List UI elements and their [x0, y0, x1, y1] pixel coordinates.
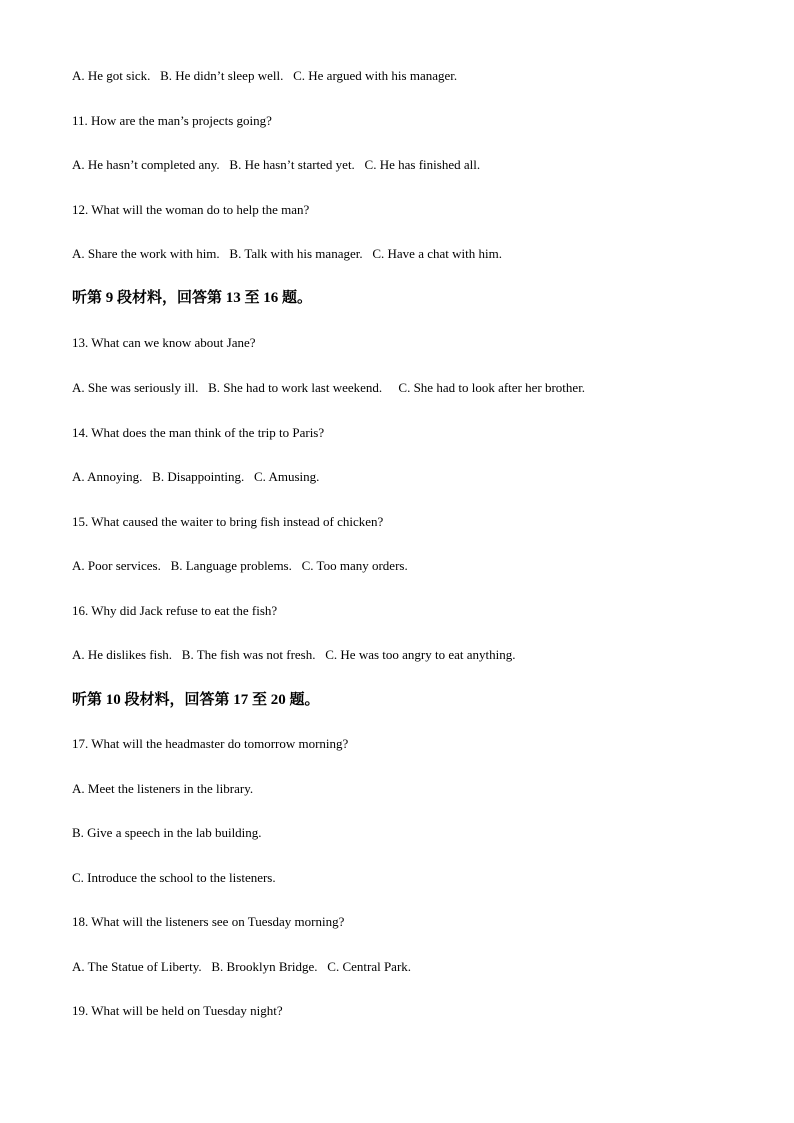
question-18: 18. What will the listeners see on Tuesday morning? [72, 914, 345, 929]
answer-options-q15: A. Poor services. B. Language problems. C. Too many orders. [72, 558, 408, 573]
answer-options-q11: A. He hasn’t completed any. B. He hasn’t started yet. C. He has finished all. [72, 157, 481, 172]
question-12: 12. What will the woman do to help the man? [72, 202, 310, 217]
question-13: 13. What can we know about Jane? [72, 335, 256, 350]
section-heading-9: 听第 9 段材料，回答第 13 至 16 题。 [72, 290, 313, 306]
question-16: 16. Why did Jack refuse to eat the fish? [72, 603, 278, 618]
answer-options-q16: A. He dislikes fish. B. The fish was not fresh. C. He was too angry to eat anything. [72, 647, 516, 662]
answer-options-q14: A. Annoying. B. Disappointing. C. Amusing. [72, 469, 320, 484]
answer-options-q12: A. Share the work with him. B. Talk with his manager. C. Have a chat with him. [72, 246, 502, 261]
answer-option-q17-b: B. Give a speech in the lab building. [72, 825, 262, 840]
question-15: 15. What caused the waiter to bring fish instead of chicken? [72, 514, 384, 529]
section-heading-10: 听第 10 段材料，回答第 17 至 20 题。 [72, 692, 320, 708]
question-14: 14. What does the man think of the trip to Paris? [72, 425, 325, 440]
answer-option-q17-c: C. Introduce the school to the listeners. [72, 870, 276, 885]
question-11: 11. How are the man’s projects going? [72, 113, 272, 128]
answer-options-q18: A. The Statue of Liberty. B. Brooklyn Bridge. C. Central Park. [72, 959, 412, 974]
question-19: 19. What will be held on Tuesday night? [72, 1003, 283, 1018]
answer-options-q13: A. She was seriously ill. B. She had to work last weekend. C. She had to look after her brother. [72, 380, 586, 395]
question-17: 17. What will the headmaster do tomorrow morning? [72, 736, 349, 751]
answer-options-q10: A. He got sick. B. He didn’t sleep well. C. He argued with his manager. [72, 68, 458, 83]
answer-option-q17-a: A. Meet the listeners in the library. [72, 781, 254, 796]
